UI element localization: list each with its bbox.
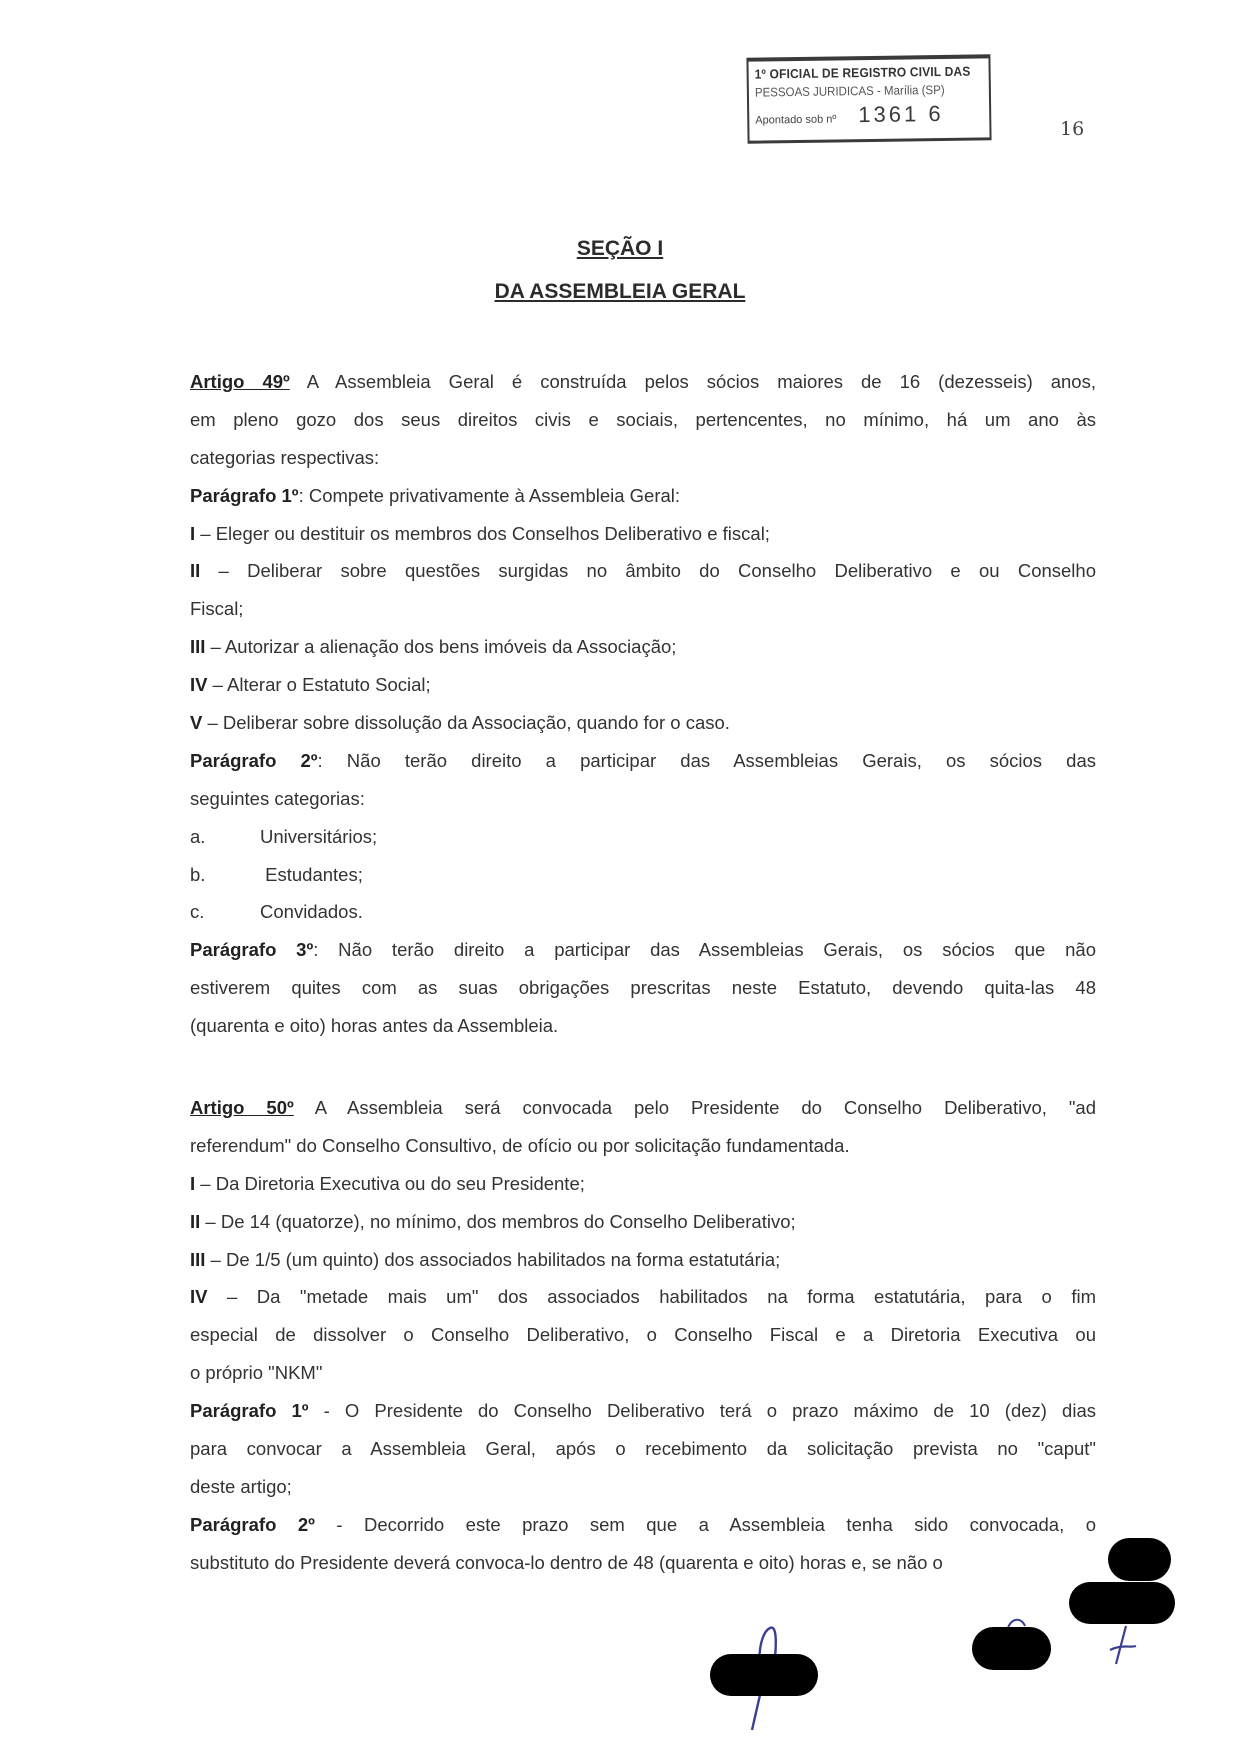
list-item xyxy=(190,1241,1096,1279)
registry-stamp xyxy=(746,54,991,143)
paragraph-1 xyxy=(190,1392,1096,1430)
list-item-continuation: o próprio "NKM" xyxy=(190,1362,323,1384)
roman-numeral: III xyxy=(190,1248,206,1270)
text-span: - O Presidente do Conselho Deliberativo terá o prazo máximo de 10 (dez) dias xyxy=(308,1400,1096,1422)
text-span: – De 14 (quatorze), no mínimo, dos membros do Conselho Deliberativo; xyxy=(200,1210,796,1232)
redaction-block xyxy=(972,1627,1051,1670)
paragraph-3 xyxy=(190,931,1096,969)
text-span: – De 1/5 (um quinto) dos associados habilitados na forma estatutária; xyxy=(205,1248,781,1270)
section-subtitle: DA ASSEMBLEIA GERAL xyxy=(494,280,746,303)
roman-numeral: I xyxy=(190,522,196,544)
article-49-line: categorias respectivas: xyxy=(190,446,380,468)
text-span: A Assembleia será convocada pelo Presidente do Conselho Deliberativo, "ad xyxy=(293,1097,1097,1118)
roman-numeral: V xyxy=(190,712,203,734)
stamp-line-2: PESSOAS JURIDICAS - Marília (SP) xyxy=(754,82,945,100)
paragraph-1-line: para convocar a Assembleia Geral, após o recebimento da solicitação prevista no "caput" xyxy=(190,1438,1096,1460)
paragraph-label: Parágrafo 2º xyxy=(190,1513,315,1535)
text-span: : Não terão direito a participar das Assembleias Gerais, os sócios das xyxy=(317,749,1096,771)
list-item xyxy=(190,1165,1096,1203)
text-span: : Não terão direito a participar das Assembleias Gerais, os sócios que não xyxy=(313,939,1096,961)
paragraph-2 xyxy=(190,1506,1096,1544)
roman-numeral: II xyxy=(190,1210,201,1232)
stamp-line-3 xyxy=(755,98,983,135)
roman-numeral: IV xyxy=(190,1286,208,1308)
list-item xyxy=(190,515,1096,553)
article-49-line: em pleno gozo dos seus direitos civis e sociais, pertencentes, no mínimo, há um ano às xyxy=(190,408,1096,430)
text-span: – Deliberar sobre dissolução da Associação, quando for o caso. xyxy=(202,712,730,734)
paragraph-1 xyxy=(190,477,1096,515)
list-item xyxy=(190,1203,1096,1241)
list-item xyxy=(190,818,1096,856)
paragraph-2-line: substituto do Presidente deverá convoca-lo dentro de 48 (quarenta e oito) horas e, se não o xyxy=(190,1551,943,1573)
list-item xyxy=(190,893,1096,931)
article-49-label: Artigo 49º xyxy=(190,371,290,392)
paragraph-label: Parágrafo 1º xyxy=(190,484,299,506)
text-span: – Autorizar a alienação dos bens imóveis da Associação; xyxy=(205,636,677,658)
article-50-line xyxy=(190,1089,1096,1127)
article-50-line: referendum" do Conselho Consultivo, de ofício ou por solicitação fundamentada. xyxy=(190,1134,850,1156)
section-title: SEÇÃO I xyxy=(576,237,664,260)
paragraph-3-line: (quarenta e oito) horas antes da Assembleia. xyxy=(190,1015,559,1037)
text-span: – Deliberar sobre questões surgidas no âmbito do Conselho Deliberativo e ou Conselho xyxy=(200,560,1096,582)
roman-numeral: II xyxy=(190,560,201,582)
redaction-block xyxy=(1108,1538,1171,1581)
text-span: – Da "metade mais um" dos associados habilitados na forma estatutária, para o fim xyxy=(207,1286,1096,1308)
article-49 xyxy=(190,363,1096,1045)
paragraph-label: Parágrafo 1º xyxy=(190,1400,309,1422)
stamp-label: Apontado sob nº xyxy=(755,113,837,127)
stamp-line-1: 1º OFICIAL DE REGISTRO CIVIL DAS xyxy=(754,63,971,82)
list-item xyxy=(190,1278,1096,1316)
paragraph-1-line: deste artigo; xyxy=(190,1475,292,1497)
article-50-label: Artigo 50º xyxy=(190,1097,294,1118)
article-50 xyxy=(190,1089,1096,1582)
paragraph-label: Parágrafo 3º xyxy=(190,939,314,961)
list-item xyxy=(190,666,1096,704)
list-item xyxy=(190,628,1096,666)
signature-mark xyxy=(1100,1620,1150,1670)
list-item xyxy=(190,856,1096,894)
text-span: – Da Diretoria Executiva ou do seu Presidente; xyxy=(195,1172,585,1194)
list-letter: a. xyxy=(190,825,206,847)
page-number: 16 xyxy=(1060,118,1085,140)
text-span: – Alterar o Estatuto Social; xyxy=(207,674,431,696)
text-span: – Eleger ou destituir os membros dos Conselhos Deliberativo e fiscal; xyxy=(195,522,770,544)
list-item-continuation: Fiscal; xyxy=(190,598,244,620)
text-span: Estudantes; xyxy=(260,863,363,885)
paragraph-3-line: estiverem quites com as suas obrigações prescritas neste Estatuto, devendo quita-las 48 xyxy=(190,977,1096,999)
text-span: A Assembleia Geral é construída pelos sócios maiores de 16 (dezesseis) anos, xyxy=(289,371,1096,392)
roman-numeral: III xyxy=(190,636,206,658)
text-span: - Decorrido este prazo sem que a Assembleia tenha sido convocada, o xyxy=(314,1513,1096,1535)
article-49-line xyxy=(190,363,1096,401)
paragraph-2 xyxy=(190,742,1096,780)
paragraph-label: Parágrafo 2º xyxy=(190,749,318,771)
redaction-block xyxy=(1069,1582,1175,1624)
list-item xyxy=(190,552,1096,590)
text-span: Convidados. xyxy=(260,901,363,923)
text-span: : Compete privativamente à Assembleia Geral: xyxy=(298,484,681,506)
list-letter: b. xyxy=(190,863,206,885)
paragraph-2-continuation: seguintes categorias: xyxy=(190,787,365,809)
text-span: Universitários; xyxy=(260,825,378,847)
stamp-number: 1361 6 xyxy=(858,100,944,128)
roman-numeral: IV xyxy=(190,674,208,696)
list-letter: c. xyxy=(190,901,205,923)
roman-numeral: I xyxy=(190,1172,196,1194)
redaction-block xyxy=(710,1654,818,1696)
list-item-continuation: especial de dissolver o Conselho Deliberativo, o Conselho Fiscal e a Diretoria Executiva ou xyxy=(190,1324,1096,1346)
list-item xyxy=(190,704,1096,742)
